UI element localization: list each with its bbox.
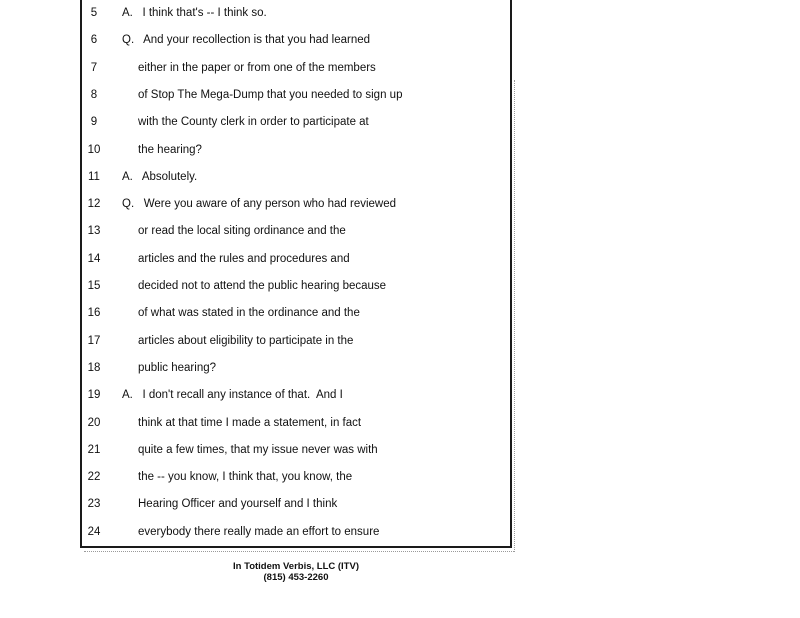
transcript-line — [0, 249, 520, 269]
line-number: 18 — [87, 362, 101, 374]
footer-phone: (815) 453-2260 — [263, 572, 329, 583]
transcript-line — [0, 331, 520, 351]
transcript-line — [0, 194, 520, 214]
line-number: 8 — [90, 89, 98, 101]
transcript-line — [0, 140, 520, 160]
line-number: 11 — [88, 171, 100, 183]
line-text: Q. Were you aware of any person who had reviewed — [122, 198, 397, 210]
line-number: 20 — [87, 417, 101, 429]
transcript-line — [0, 440, 520, 460]
transcript-page-frame — [80, 0, 512, 548]
transcript-line — [0, 303, 520, 323]
line-text: either in the paper or from one of the members — [138, 62, 376, 74]
transcript-line — [0, 467, 520, 487]
line-number: 22 — [87, 471, 101, 483]
page-edge-shadow-bottom — [84, 551, 514, 553]
line-number: 10 — [87, 144, 101, 156]
line-number: 24 — [87, 526, 101, 538]
transcript-line — [0, 413, 520, 433]
line-text: everybody there really made an effort to ensure — [138, 526, 380, 538]
line-number: 6 — [90, 34, 98, 46]
line-text: think at that time I made a statement, in fact — [138, 417, 362, 429]
transcript-line — [0, 385, 520, 405]
transcript-line — [0, 221, 520, 241]
line-text: with the County clerk in order to participate at — [138, 116, 369, 128]
transcript-line — [0, 85, 520, 105]
transcript-line — [0, 167, 520, 187]
transcript-line — [0, 494, 520, 514]
line-number: 12 — [87, 198, 101, 210]
line-text: Hearing Officer and yourself and I think — [138, 498, 338, 510]
line-text: of what was stated in the ordinance and the — [138, 307, 360, 319]
line-number: 23 — [87, 498, 101, 510]
line-number: 5 — [90, 7, 98, 19]
transcript-line — [0, 3, 520, 23]
transcript-line — [0, 276, 520, 296]
line-number: 16 — [87, 307, 101, 319]
footer-company: In Totidem Verbis, LLC (ITV) — [233, 561, 359, 572]
line-text: or read the local siting ordinance and the — [138, 225, 346, 237]
transcript-line — [0, 30, 520, 50]
line-text: A. I don't recall any instance of that. And I — [122, 389, 343, 401]
line-text: the hearing? — [138, 144, 202, 156]
line-text: A. Absolutely. — [122, 171, 198, 183]
line-number: 19 — [87, 389, 101, 401]
line-text: articles and the rules and procedures and — [138, 253, 350, 265]
line-number: 15 — [87, 280, 101, 292]
line-text: quite a few times, that my issue never was with — [138, 444, 378, 456]
line-number: 9 — [90, 116, 98, 128]
transcript-line — [0, 522, 520, 542]
line-number: 14 — [87, 253, 101, 265]
line-text: of Stop The Mega-Dump that you needed to sign up — [138, 89, 403, 101]
line-text: decided not to attend the public hearing because — [138, 280, 387, 292]
line-text: the -- you know, I think that, you know, the — [138, 471, 353, 483]
line-number: 17 — [87, 335, 101, 347]
line-number: 13 — [87, 225, 101, 237]
line-text: A. I think that's -- I think so. — [122, 7, 267, 19]
transcript-line — [0, 58, 520, 78]
transcript-line — [0, 112, 520, 132]
line-text: Q. And your recollection is that you had learned — [122, 34, 371, 46]
line-text: public hearing? — [138, 362, 217, 374]
line-number: 7 — [90, 62, 98, 74]
line-number: 21 — [87, 444, 101, 456]
line-text: articles about eligibility to participate in the — [138, 335, 354, 347]
transcript-line — [0, 358, 520, 378]
